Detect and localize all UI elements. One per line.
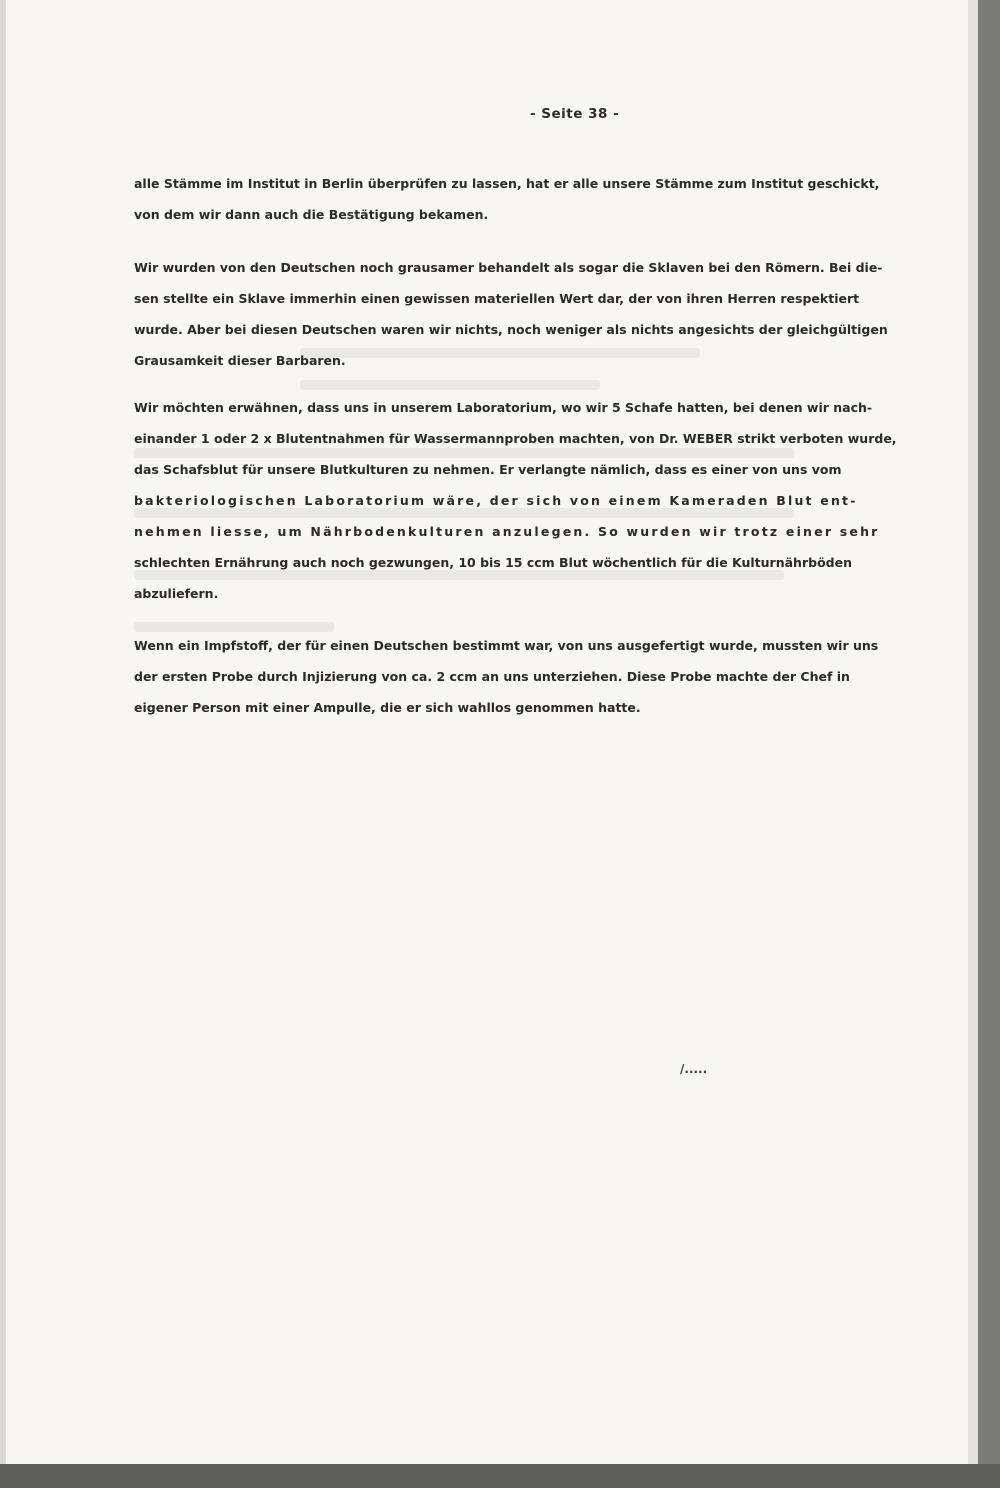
paragraph-2	[134, 252, 914, 376]
scan-border	[978, 0, 1000, 1488]
text-line: sen stellte ein Sklave immerhin einen gewissen materiellen Wert dar, der von ihren Herren respektiert	[134, 291, 860, 306]
paragraph-3	[134, 392, 914, 609]
binding-edge	[0, 0, 6, 1464]
text-line: einander 1 oder 2 x Blutentnahmen für Wassermannproben machten, von Dr. WEBER strikt verboten wurde,	[134, 431, 897, 446]
text-line: von dem wir dann auch die Bestätigung bekamen.	[134, 207, 489, 222]
text-line: das Schafsblut für unsere Blutkulturen zu nehmen. Er verlangte nämlich, dass es einer von uns vom	[134, 462, 842, 477]
text-line: nehmen liesse, um Nährbodenkulturen anzulegen. So wurden wir trotz einer sehr	[134, 524, 880, 539]
text-line: bakteriologischen Laboratorium wäre, der sich von einem Kameraden Blut ent-	[134, 493, 858, 508]
continuation-mark: /.....	[680, 1062, 708, 1076]
scan-margin	[968, 0, 978, 1488]
scan-border	[0, 1464, 1000, 1488]
paragraph-1	[134, 168, 914, 230]
text-line: Wir wurden von den Deutschen noch grausamer behandelt als sogar die Sklaven bei den Römern. Bei die-	[134, 260, 883, 275]
text-line: schlechten Ernährung auch noch gezwungen, 10 bis 15 ccm Blut wöchentlich für die Kulturnährböden	[134, 555, 852, 570]
text-line: der ersten Probe durch Injizierung von ca. 2 ccm an uns unterziehen. Diese Probe machte der Chef in	[134, 669, 850, 684]
text-line: eigener Person mit einer Ampulle, die er sich wahllos genommen hatte.	[134, 700, 641, 715]
text-line: alle Stämme im Institut in Berlin überprüfen zu lassen, hat er alle unsere Stämme zum Institut geschickt,	[134, 176, 880, 191]
text-line: Wenn ein Impfstoff, der für einen Deutschen bestimmt war, von uns ausgefertigt wurde, mussten wir uns	[134, 638, 879, 653]
show-through	[300, 380, 600, 390]
text-line: abzuliefern.	[134, 586, 219, 601]
text-line: Wir möchten erwähnen, dass uns in unserem Laboratorium, wo wir 5 Schafe hatten, bei denen wir nach-	[134, 400, 873, 415]
paragraph-4	[134, 630, 914, 723]
text-line: Grausamkeit dieser Barbaren.	[134, 353, 346, 368]
page-number: - Seite 38 -	[530, 106, 620, 122]
text-line: wurde. Aber bei diesen Deutschen waren wir nichts, noch weniger als nichts angesichts der gleichgültigen	[134, 322, 888, 337]
